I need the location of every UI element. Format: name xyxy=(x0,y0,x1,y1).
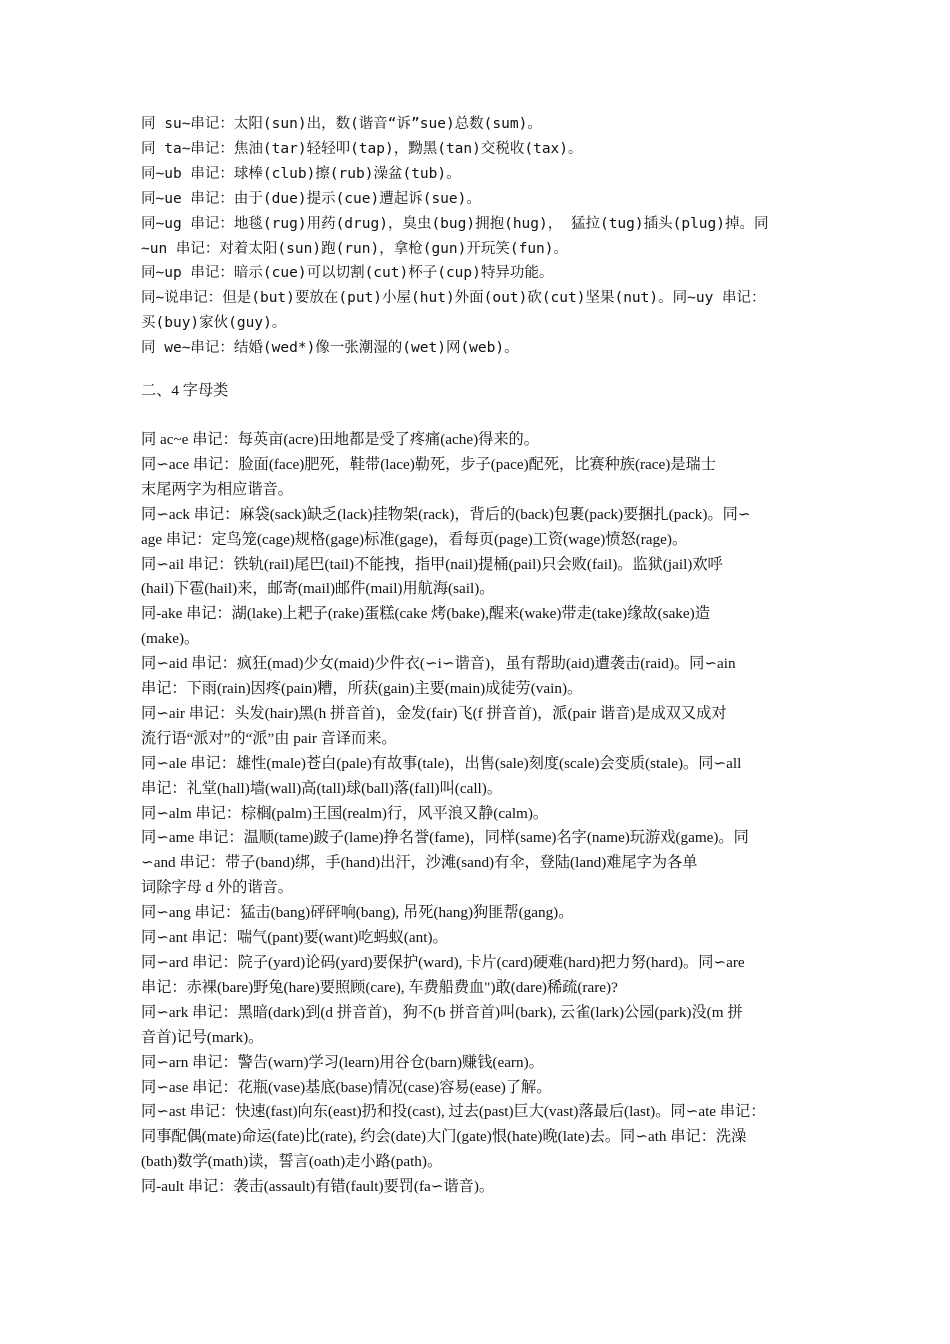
text-line: ∽and 串记：带子(band)绑，手(hand)出汗，沙滩(sand)有伞，登陆(land)难尾字为各单 xyxy=(141,854,698,872)
section-four-letter xyxy=(141,428,809,1200)
text-line: (hail)下雹(hail)来，邮寄(mail)邮件(mail)用航海(sail)。 xyxy=(141,580,495,598)
text-line: 买(buy)家伙(guy)。 xyxy=(141,315,287,332)
text-line: 串记：赤裸(bare)野兔(hare)要照顾(care), 车费船费血")敢(dare)稀疏(rare)? xyxy=(141,978,618,996)
text-line: 同∽ack 串记：麻袋(sack)缺乏(lack)挂物架(rack)，背后的(back)包裹(pack)要捆扎(pack)。同∽ xyxy=(141,505,751,523)
text-line: 同 su~串记：太阳(sun)出，数(谐音“诉”sue)总数(sum)。 xyxy=(141,116,542,132)
text-line: 流行语“派对”的“派”由 pair 音译而来。 xyxy=(141,729,397,747)
text-line: 同~说串记：但是(but)要放在(put)小屋(hut)外面(out)砍(cut)坚果(nut)。同~uy 串记： xyxy=(141,290,766,307)
text-line: 同∽ant 串记：喘气(pant)要(want)吃蚂蚁(ant)。 xyxy=(141,929,448,947)
text-line: 同~ug 串记：地毯(rug)用药(drug)，臭虫(bug)拥抱(hug)， 猛拉(tug)插头(plug)掉。同 xyxy=(141,215,769,232)
text-line: 串记：下雨(rain)因疼(pain)糟，所获(gain)主要(main)成徒劳(vain)。 xyxy=(141,680,583,698)
document-page xyxy=(141,112,809,1200)
text-line: 同~up 串记：暗示(cue)可以切割(cut)杯子(cup)特异功能。 xyxy=(141,265,554,282)
text-line: (bath)数学(math)读，誓言(oath)走小路(path)。 xyxy=(141,1153,443,1171)
text-line: 同∽arn 串记：警告(warn)学习(learn)用谷仓(barn)赚钱(earn)。 xyxy=(141,1053,544,1071)
text-line: 同∽ase 串记：花瓶(vase)基底(base)情况(case)容易(ease)了解。 xyxy=(141,1078,552,1096)
text-line: 同 we~串记：结婚(wed*)像一张潮湿的(wet)网(web)。 xyxy=(141,340,519,357)
text-line: 同∽ark 串记：黑暗(dark)到(d 拼音首)，狗不(b 拼音首)叫(bark), 云雀(lark)公园(park)没(m 拼 xyxy=(141,1003,743,1021)
text-line: 同~ue 串记：由于(due)提示(cue)遭起诉(sue)。 xyxy=(141,190,481,207)
text-line: 末尾两字为相应谐音。 xyxy=(141,480,293,498)
text-line: 音首)记号(mark)。 xyxy=(141,1028,264,1046)
text-line: 串记：礼堂(hall)墙(wall)高(tall)球(ball)落(fall)叫(call)。 xyxy=(141,779,503,797)
text-line: 同∽aid 串记：疯狂(mad)少女(maid)少件衣(∽i∽谐音)，虽有帮助(aid)遭袭击(raid)。同∽ain xyxy=(141,655,736,673)
text-line: 同事配偶(mate)命运(fate)比(rate), 约会(date)大门(gate)恨(hate)晚(late)去。同∽ath 串记：洗澡 xyxy=(141,1128,747,1146)
text-line: 同∽ale 串记：雄性(male)苍白(pale)有故事(tale)，出售(sale)刻度(scale)会变质(stale)。同∽all xyxy=(141,754,742,772)
text-line: age 串记：定鸟笼(cage)规格(gage)标准(gage)，看每页(page)工资(wage)愤怒(rage)。 xyxy=(141,530,688,548)
text-line: 同∽alm 串记：棕榈(palm)王国(realm)行，风平浪又静(calm)。 xyxy=(141,804,549,822)
text-line: 同 ac~e 串记：每英亩(acre)田地都是受了疼痛(ache)得来的。 xyxy=(141,430,539,448)
section-three-letter xyxy=(141,112,809,361)
text-line: (make)。 xyxy=(141,630,200,648)
text-line: 同∽ace 串记：脸面(face)肥死，鞋带(lace)勒死，步子(pace)配死，比赛种族(race)是瑞士 xyxy=(141,455,716,473)
text-line: 同∽ang 串记：猛击(bang)砰砰响(bang), 吊死(hang)狗匪帮(gang)。 xyxy=(141,904,574,922)
text-line: 同-ake 串记：湖(lake)上耙子(rake)蛋糕(cake 烤(bake),醒来(wake)带走(take)缘故(sake)造 xyxy=(141,605,710,623)
text-line: 同∽ame 串记：温顺(tame)跛子(lame)挣名誉(fame)，同样(same)名字(name)玩游戏(game)。同 xyxy=(141,829,749,847)
text-line: 词除字母 d 外的谐音。 xyxy=(141,879,293,897)
section-heading: 二、4 字母类 xyxy=(141,382,229,400)
text-line: 同∽ast 串记：快速(fast)向东(east)扔和投(cast), 过去(past)巨大(vast)落最后(last)。同∽ate 串记： xyxy=(141,1103,766,1121)
text-line: 同 ta~串记：焦油(tar)轻轻叩(tap)，黝黑(tan)交税收(tax)。 xyxy=(141,140,583,157)
text-line: ~un 串记：对着太阳(sun)跑(run)，拿枪(gun)开玩笑(fun)。 xyxy=(141,240,569,257)
text-line: 同∽ard 串记：院子(yard)论码(yard)要保护(ward), 卡片(card)硬难(hard)把力努(hard)。同∽are xyxy=(141,954,745,971)
text-line: 同-ault 串记：袭击(assault)有错(fault)要罚(fa∽谐音)。 xyxy=(141,1178,495,1196)
text-line: 同∽ail 串记：铁轨(rail)尾巴(tail)不能拽，指甲(nail)提桶(pail)只会败(fail)。监狱(jail)欢呼 xyxy=(141,555,723,573)
text-line: 同∽air 串记：头发(hair)黑(h 拼音首)，金发(fair)飞(f 拼音首)，派(pair 谐音)是成双又成对 xyxy=(141,704,727,722)
text-line: 同~ub 串记：球棒(club)擦(rub)澡盆(tub)。 xyxy=(141,165,461,182)
